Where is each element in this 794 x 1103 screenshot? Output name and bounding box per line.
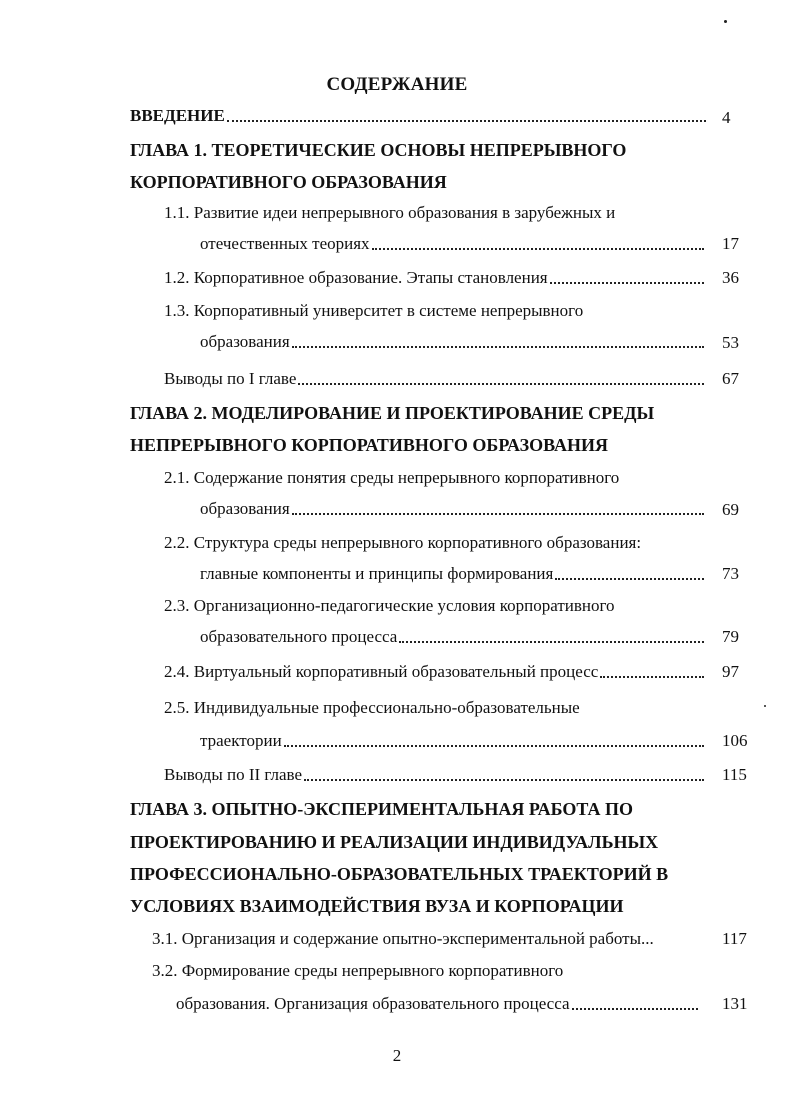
toc-title: СОДЕРЖАНИЕ [326, 74, 468, 95]
toc-entry-label: 2.4. Виртуальный корпоративный образовательный процесс [164, 662, 599, 681]
toc-entry[interactable] [200, 731, 706, 751]
toc-entry-label[interactable]: 1.1. Развитие идеи непрерывного образования в зарубежных и [164, 203, 616, 222]
toc-entry-label: образования [200, 332, 290, 351]
toc-page-number: 106 [722, 731, 748, 750]
toc-entry[interactable] [164, 662, 706, 682]
toc-entry-label: 1.2. Корпоративное образование. Этапы становления [164, 268, 548, 287]
toc-entry[interactable] [164, 268, 706, 288]
leader-dots [399, 641, 704, 643]
toc-page-number: 67 [722, 369, 739, 388]
toc-entry-label[interactable]: 2.1. Содержание понятия среды непрерывного корпоративного [164, 468, 620, 487]
leader-dots [227, 120, 706, 122]
toc-entry-label[interactable]: 1.3. Корпоративный университет в системе непрерывного [164, 301, 584, 320]
toc-entry[interactable] [200, 499, 706, 519]
toc-entry-label[interactable]: 2.5. Индивидуальные профессионально-образовательные [164, 698, 580, 717]
toc-entry-label[interactable]: 2.2. Структура среды непрерывного корпоративного образования: [164, 533, 642, 552]
toc-entry-label[interactable]: 3.2. Формирование среды непрерывного корпоративного [152, 961, 564, 980]
toc-entry-label: Выводы по I главе [164, 369, 297, 388]
toc-entry[interactable] [200, 564, 706, 584]
toc-entry[interactable] [176, 994, 700, 1014]
leader-dots [372, 248, 704, 250]
toc-page-number: 4 [722, 108, 731, 127]
leader-dots [298, 383, 704, 385]
chapter-heading[interactable]: КОРПОРАТИВНОГО ОБРАЗОВАНИЯ [130, 172, 447, 192]
toc-entry-label: Выводы по II главе [164, 765, 303, 784]
toc-entry-label[interactable]: 2.3. Организационно-педагогические условия корпоративного [164, 596, 615, 615]
chapter-heading[interactable]: ГЛАВА 2. МОДЕЛИРОВАНИЕ И ПРОЕКТИРОВАНИЕ СРЕДЫ [130, 403, 655, 423]
toc-page-number: 117 [722, 929, 747, 948]
toc-entry-label: образования. Организация образовательного процесса [176, 994, 570, 1013]
scan-speck [764, 705, 766, 707]
toc-entry-label: главные компоненты и принципы формирования [200, 564, 554, 583]
leader-dots [555, 578, 704, 580]
toc-entry-label: образования [200, 499, 290, 518]
toc-page-number: 17 [722, 234, 739, 253]
toc-page-number: 73 [722, 564, 739, 583]
toc-page-number: 69 [722, 500, 739, 519]
leader-dots [304, 779, 704, 781]
toc-page-number: 53 [722, 333, 739, 352]
toc-entry[interactable] [200, 627, 706, 647]
leader-dots [292, 346, 704, 348]
toc-entry[interactable] [200, 234, 706, 254]
toc-entry-label: отечественных теориях [200, 234, 370, 253]
chapter-heading[interactable]: ПРОЕКТИРОВАНИЮ И РЕАЛИЗАЦИИ ИНДИВИДУАЛЬНЫХ [130, 832, 659, 852]
leader-dots [600, 676, 704, 678]
toc-entry[interactable] [164, 765, 706, 785]
toc-entry[interactable] [200, 332, 706, 352]
leader-dots [550, 282, 704, 284]
chapter-heading[interactable]: НЕПРЕРЫВНОГО КОРПОРАТИВНОГО ОБРАЗОВАНИЯ [130, 435, 608, 455]
leader-dots [292, 513, 704, 515]
toc-entry-label[interactable]: 3.1. Организация и содержание опытно-экспериментальной работы... [152, 929, 654, 948]
toc-entry-label: траектории [200, 731, 282, 750]
toc-entry-label: ВВЕДЕНИЕ [130, 106, 225, 125]
toc-page-number: 97 [722, 662, 739, 681]
toc-entry-label: образовательного процесса [200, 627, 398, 646]
chapter-heading[interactable]: УСЛОВИЯХ ВЗАИМОДЕЙСТВИЯ ВУЗА И КОРПОРАЦИИ [130, 896, 624, 916]
toc-entry-intro[interactable] [130, 106, 708, 126]
toc-page-number: 79 [722, 627, 739, 646]
scan-speck [724, 20, 727, 23]
toc-page-number: 115 [722, 765, 747, 784]
toc-page-number: 36 [722, 268, 739, 287]
toc-entry[interactable] [164, 369, 706, 389]
chapter-heading[interactable]: ПРОФЕССИОНАЛЬНО-ОБРАЗОВАТЕЛЬНЫХ ТРАЕКТОРИЙ В [130, 864, 669, 884]
leader-dots [284, 745, 704, 747]
toc-page-number: 131 [722, 994, 748, 1013]
chapter-heading[interactable]: ГЛАВА 3. ОПЫТНО-ЭКСПЕРИМЕНТАЛЬНАЯ РАБОТА ПО [130, 799, 634, 819]
leader-dots [572, 1008, 698, 1010]
page-number: 2 [392, 1046, 402, 1065]
chapter-heading[interactable]: ГЛАВА 1. ТЕОРЕТИЧЕСКИЕ ОСНОВЫ НЕПРЕРЫВНОГО [130, 140, 627, 160]
